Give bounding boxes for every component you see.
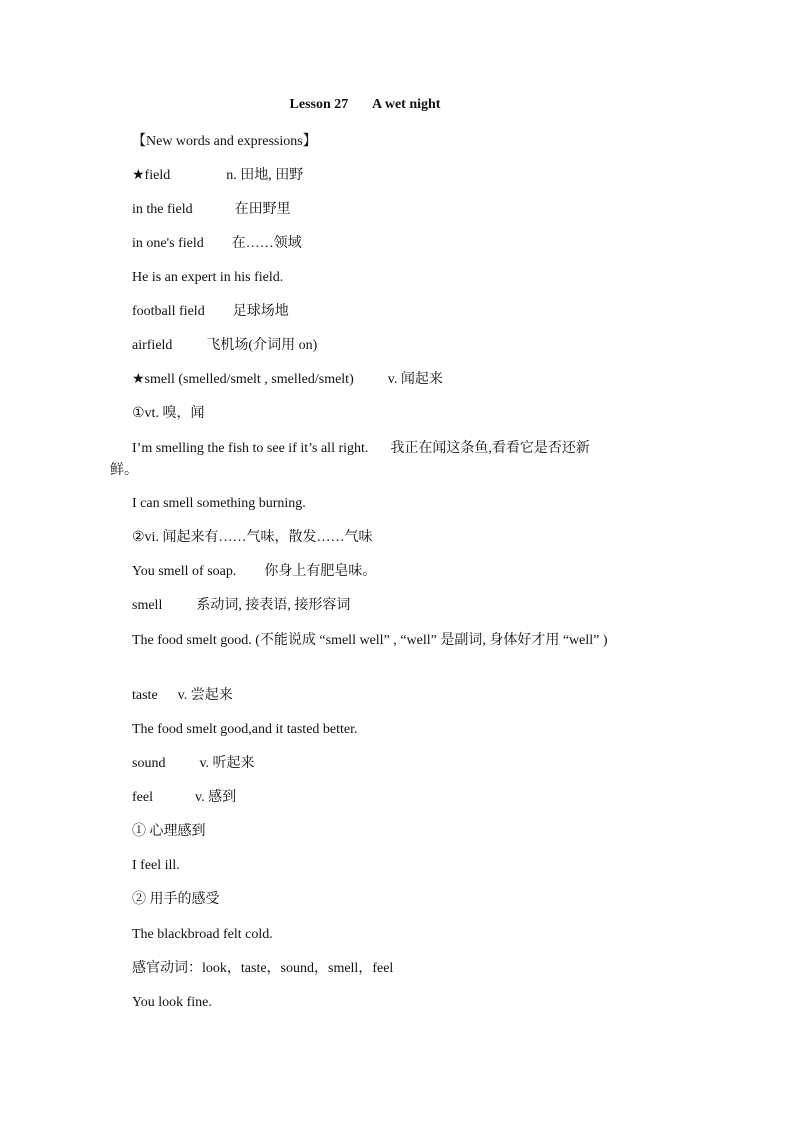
phrase: football field [132, 304, 205, 319]
lesson-name: A wet night [372, 97, 441, 112]
lesson-title [0, 97, 730, 113]
example-sentence: He is an expert in his field. [132, 270, 284, 285]
phrase-translation: 飞机场(介词用 on) [206, 338, 318, 353]
entry-smell-linking [132, 596, 350, 616]
entry-word: ★field [132, 168, 171, 183]
phrase: feel [132, 790, 153, 805]
example-sentence: The food smelt good,and it tasted better. [132, 722, 358, 737]
section-header: 【New words and expressions】 [132, 134, 317, 149]
example-sentence: The blackbroad felt cold. [132, 927, 273, 942]
phrase-translation: v. 感到 [194, 790, 237, 805]
example-chinese: 你身上有肥皂味。 [264, 564, 377, 579]
entry-field [132, 166, 303, 186]
phrase-translation: 在……领域 [231, 236, 302, 251]
phrase-translation: v. 尝起来 [177, 688, 233, 703]
sense-mental: ① 心理感到 [132, 824, 206, 839]
sense-hand: ② 用手的感受 [132, 892, 220, 907]
example-english: You smell of soap. [132, 564, 237, 579]
example-sentence: I feel ill. [132, 858, 180, 873]
example-food-smelt-good: The food smelt good. (不能说成 “smell well” , “well” 是副词, 身体好才用 “well” ) [132, 633, 608, 648]
entry-smell [132, 370, 443, 390]
phrase-translation: v. 听起来 [199, 756, 255, 771]
sense-vi: ②vi. 闻起来有……气味，散发……气味 [132, 530, 373, 545]
example-smell-soap [132, 562, 376, 582]
example-english: I’m smelling the fish to see if it’s all right. [132, 441, 369, 456]
example-smelling-fish [110, 438, 610, 482]
entry-feel [132, 788, 236, 808]
example-chinese: 我正在闻这条鱼,看看它是否还新鲜。 [110, 441, 590, 478]
example-sentence: I can smell something burning. [132, 496, 306, 511]
phrase-translation: 足球场地 [232, 304, 289, 319]
entry-word: ★smell (smelled/smelt , smelled/smelt) [132, 372, 354, 387]
entry-definition: v. 闻起来 [387, 372, 443, 387]
phrase: in the field [132, 202, 193, 217]
lesson-number: Lesson 27 [289, 97, 349, 112]
phrase: airfield [132, 338, 173, 353]
phrase: smell [132, 598, 163, 613]
entry-football-field [132, 302, 289, 322]
entry-in-ones-field [132, 234, 302, 254]
entry-sound [132, 754, 255, 774]
sense-vt: ①vt. 嗅，闻 [132, 406, 205, 421]
entry-taste [132, 686, 233, 706]
entry-airfield [132, 336, 317, 356]
phrase: in one's field [132, 236, 204, 251]
entry-in-the-field [132, 200, 291, 220]
phrase-translation: 在田野里 [234, 202, 291, 217]
entry-definition: n. 田地, 田野 [226, 168, 304, 183]
sense-verbs-note: 感官动词：look，taste，sound，smell，feel [132, 961, 394, 976]
phrase: sound [132, 756, 166, 771]
phrase-translation: 系动词, 接表语, 接形容词 [196, 598, 351, 613]
example-sentence: You look fine. [132, 995, 212, 1010]
phrase: taste [132, 688, 158, 703]
